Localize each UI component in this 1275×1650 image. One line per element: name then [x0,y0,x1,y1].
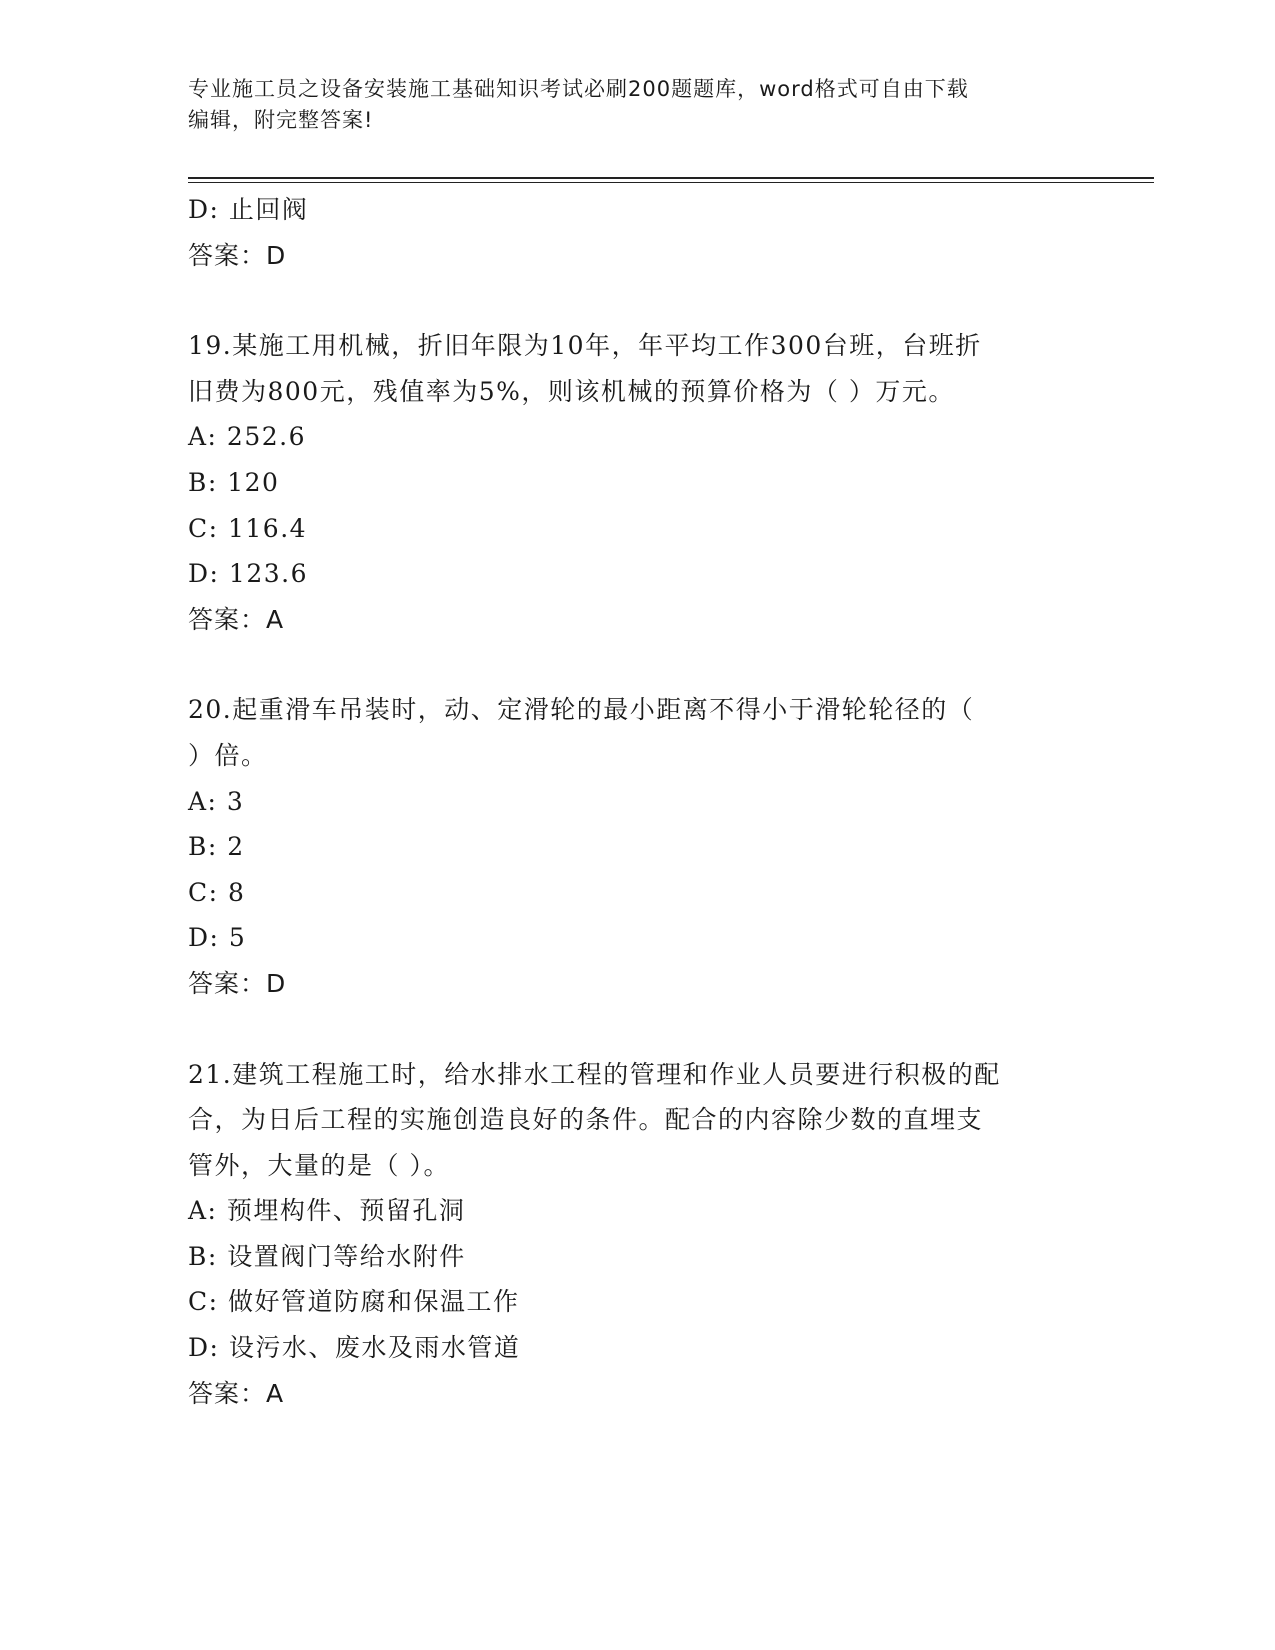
option-b: B: 2 [188,832,245,862]
question-text-line: 21.建筑工程施工时，给水排水工程的管理和作业人员要进行积极的配 [188,1059,1001,1089]
document-header [188,74,1088,136]
spacer [188,1007,1088,1052]
answer-line: 答案：A [188,604,285,634]
option-a: A: 252.6 [188,422,306,452]
answer-line: 答案：D [188,240,287,270]
option-c: C: 8 [188,877,246,907]
question-list [188,187,1088,1416]
spacer [188,278,1088,323]
option-a: A: 3 [188,786,245,816]
option-c: C: 116.4 [188,513,308,543]
answer-line: 答案：D [188,968,287,998]
question-text-line: 19.某施工用机械，折旧年限为10年，年平均工作300台班，台班折 [188,331,982,361]
option-d: D: 123.6 [188,559,308,589]
question-text-line: ）倍。 [188,740,268,770]
header-title-line-2: 编辑，附完整答案! [188,108,374,132]
option-c: C: 做好管道防腐和保温工作 [188,1287,520,1317]
option-d: D: 设污水、废水及雨水管道 [188,1333,521,1363]
question-text-line: 旧费为800元，残值率为5%，则该机械的预算价格为（ ）万元。 [188,376,955,406]
previous-question-tail [188,187,1088,278]
option-b: B: 120 [188,467,280,497]
spacer [188,642,1088,687]
header-title-line-1: 专业施工员之设备安装施工基础知识考试必刷200题题库，word格式可自由下载 [188,77,969,101]
question-text-line: 合，为日后工程的实施创造良好的条件。配合的内容除少数的直埋支 [188,1105,984,1135]
question-21 [188,1052,1088,1417]
question-text-line: 20.起重滑车吊装时，动、定滑轮的最小距离不得小于滑轮轮径的（ [188,695,975,725]
header-divider-thick [188,177,1154,179]
option-a: A: 预埋构件、预留孔洞 [188,1196,466,1226]
question-text-line: 管外，大量的是（ ）。 [188,1150,450,1180]
question-20 [188,687,1088,1006]
answer-line: 答案：A [188,1378,285,1408]
option-d: D: 止回阀 [188,195,309,224]
question-19 [188,323,1088,642]
option-b: B: 设置阀门等给水附件 [188,1241,466,1271]
header-divider-thin [188,182,1154,183]
option-d: D: 5 [188,923,247,953]
